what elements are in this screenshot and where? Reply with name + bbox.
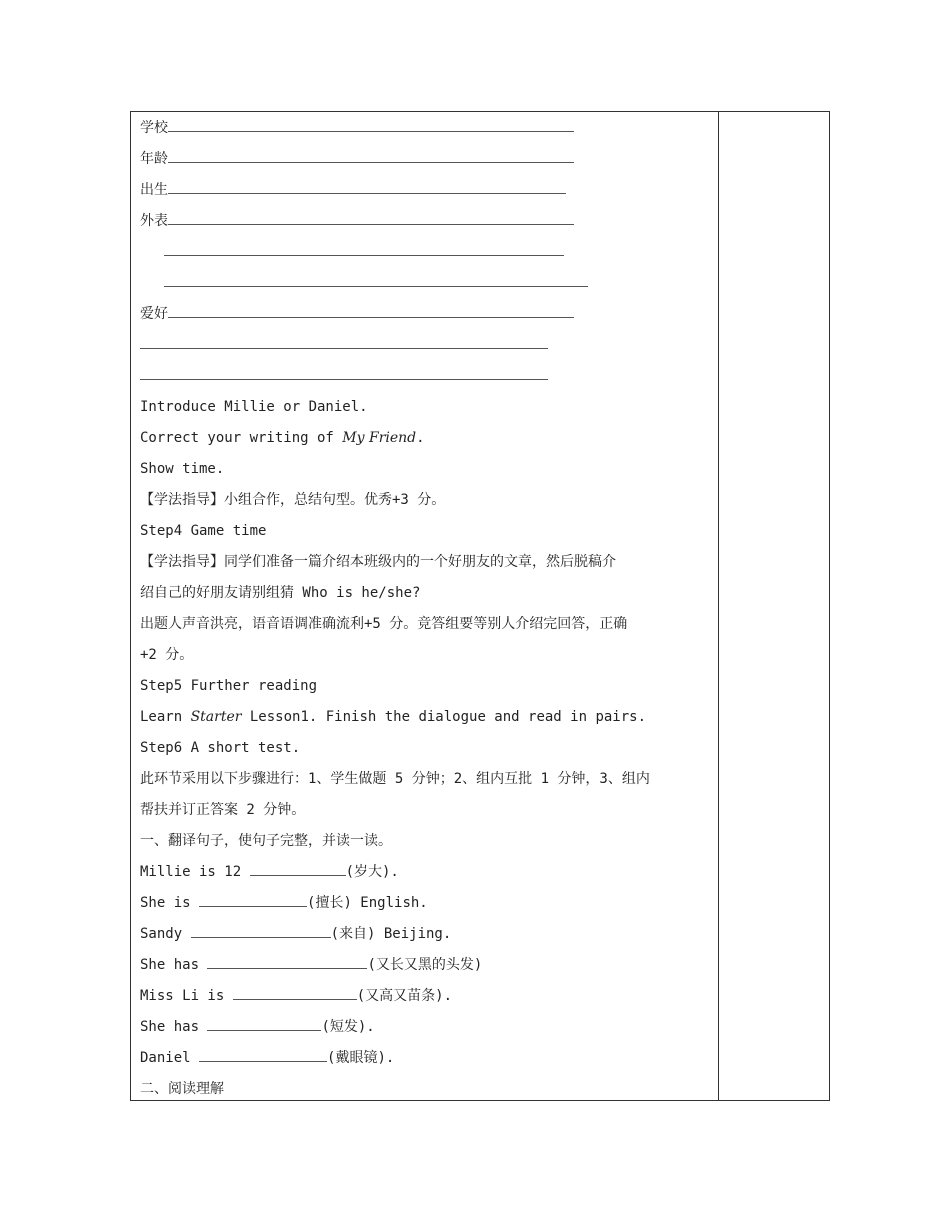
exercise-hint: (擅长) English. xyxy=(307,895,428,911)
answer-blank[interactable] xyxy=(233,981,357,1000)
answer-blank[interactable] xyxy=(250,857,346,876)
birth-row xyxy=(140,175,710,206)
study-guide-1: 【学法指导】小组合作，总结句型。优秀+3 分。 xyxy=(140,492,446,508)
show-time-text: Show time. xyxy=(140,461,225,477)
appearance-extra-row-1 xyxy=(140,237,710,268)
exercise-hint: (又长又黑的头发) xyxy=(367,957,483,973)
appearance-row xyxy=(140,206,710,237)
correct-text xyxy=(140,423,710,454)
learn-text xyxy=(140,702,710,733)
column-divider xyxy=(718,112,719,1100)
exercise-prompt: Daniel xyxy=(140,1050,200,1066)
hobby-blank[interactable] xyxy=(168,299,574,318)
answer-blank[interactable] xyxy=(207,1012,321,1031)
procedure-b: 帮扶并订正答案 2 分钟。 xyxy=(140,802,306,818)
hobby-blank-3[interactable] xyxy=(140,361,548,380)
lesson-content xyxy=(140,113,710,1105)
game-rule-a: 出题人声音洪亮，语音语调准确流利+5 分。竞答组要等别人介绍完回答，正确 xyxy=(140,616,628,632)
learn-book-title: Starter xyxy=(190,709,242,725)
answer-blank[interactable] xyxy=(191,919,331,938)
appearance-extra-row-2 xyxy=(140,268,710,299)
correct-title: My Friend xyxy=(342,430,417,446)
age-label: 年龄 xyxy=(140,151,168,167)
school-label: 学校 xyxy=(140,120,168,136)
study-guide-2b: 绍自己的好朋友请别组猜 Who is he/she? xyxy=(140,585,421,601)
step6-heading: Step6 A short test. xyxy=(140,740,301,756)
answer-blank[interactable] xyxy=(199,888,307,907)
exercise-prompt: Sandy xyxy=(140,926,191,942)
study-guide-2a: 【学法指导】同学们准备一篇介绍本班级内的一个好朋友的文章，然后脱稿介 xyxy=(140,554,616,570)
part1-heading: 一、翻译句子，使句子完整，并读一读。 xyxy=(140,833,392,849)
school-blank[interactable] xyxy=(168,113,574,132)
birth-blank[interactable] xyxy=(168,175,566,194)
introduce-text: Introduce Millie or Daniel. xyxy=(140,399,368,415)
hobby-extra-row-2 xyxy=(140,361,710,392)
procedure-a: 此环节采用以下步骤进行：1、学生做题 5 分钟；2、组内互批 1 分钟，3、组内 xyxy=(140,771,650,787)
appearance-blank[interactable] xyxy=(168,206,574,225)
exercise-item xyxy=(140,888,710,919)
appearance-blank-2[interactable] xyxy=(164,237,564,256)
exercise-hint: (戴眼镜). xyxy=(327,1050,395,1066)
hobby-label: 爱好 xyxy=(140,306,168,322)
correct-prefix: Correct your writing of xyxy=(140,430,343,446)
appearance-blank-3[interactable] xyxy=(164,268,588,287)
hobby-row xyxy=(140,299,710,330)
exercise-item xyxy=(140,981,710,1012)
exercise-prompt: Millie is 12 xyxy=(140,864,250,880)
hobby-extra-row-1 xyxy=(140,330,710,361)
game-rule-b: +2 分。 xyxy=(140,647,194,663)
exercise-hint: (岁大). xyxy=(345,864,399,880)
correct-suffix: . xyxy=(416,430,425,446)
learn-prefix: Learn xyxy=(140,709,191,725)
learn-suffix: Lesson1. Finish the dialogue and read in pairs. xyxy=(241,709,647,725)
answer-blank[interactable] xyxy=(199,1043,327,1062)
step5-heading: Step5 Further reading xyxy=(140,678,318,694)
exercise-hint: (来自) Beijing. xyxy=(330,926,452,942)
step4-heading: Step4 Game time xyxy=(140,523,267,539)
age-row xyxy=(140,144,710,175)
birth-label: 出生 xyxy=(140,182,168,198)
answer-blank[interactable] xyxy=(207,950,367,969)
exercise-item xyxy=(140,1043,710,1074)
hobby-blank-2[interactable] xyxy=(140,330,548,349)
worksheet-table xyxy=(130,111,830,1101)
exercise-item xyxy=(140,1012,710,1043)
exercise-item xyxy=(140,919,710,950)
exercise-prompt: Miss Li is xyxy=(140,988,233,1004)
school-row xyxy=(140,113,710,144)
exercise-prompt: She is xyxy=(140,895,200,911)
exercise-item xyxy=(140,857,710,888)
part2-heading: 二、阅读理解 xyxy=(140,1081,224,1097)
exercise-hint: (短发). xyxy=(321,1019,375,1035)
exercise-hint: (又高又苗条). xyxy=(356,988,453,1004)
exercise-prompt: She has xyxy=(140,1019,208,1035)
exercise-item xyxy=(140,950,710,981)
age-blank[interactable] xyxy=(168,144,574,163)
appearance-label: 外表 xyxy=(140,213,168,229)
exercise-prompt: She has xyxy=(140,957,208,973)
